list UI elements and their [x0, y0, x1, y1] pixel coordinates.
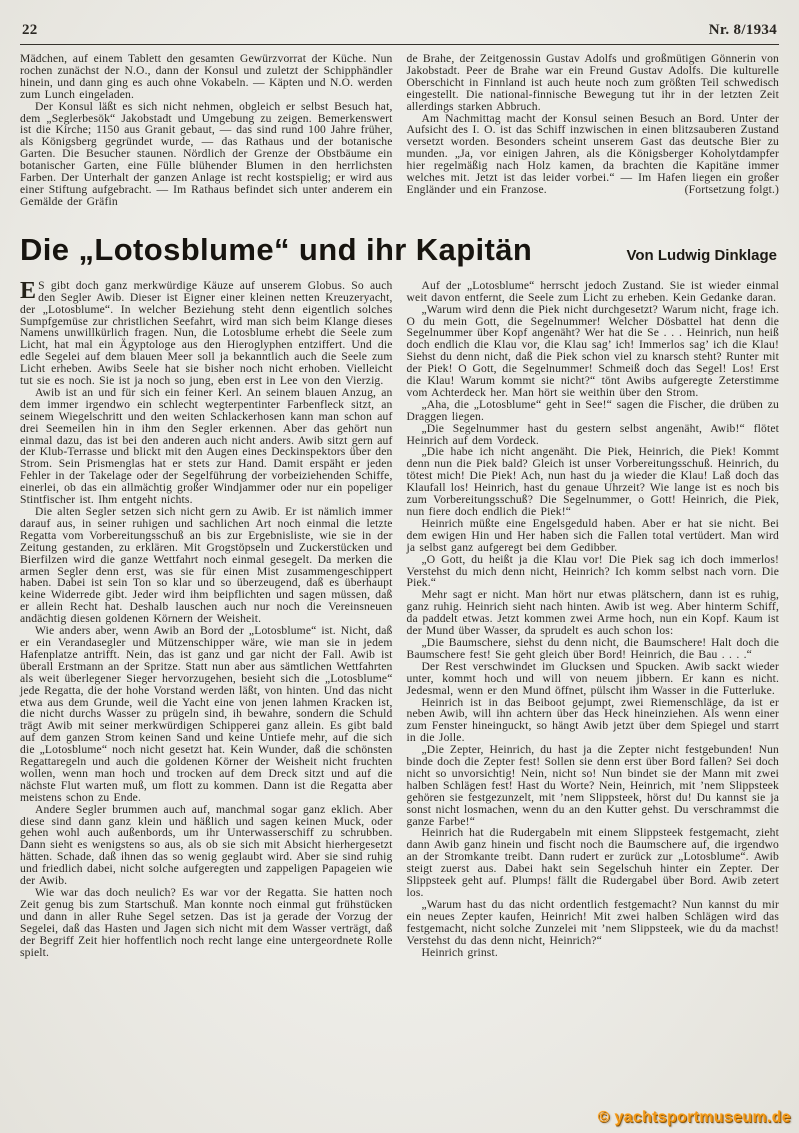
paragraph: Wie anders aber, wenn Awib an Bord der „Lotosblume“ ist. Nicht, daß er ein Verandasegler und Mützenschipper wäre, wie man sie in jedem Hafenplatze antrifft. Nein, das ist ganz und gar nicht der Fall. Awib ist überall Erstmann an der Spritze. Statt nun aber aus sämtlichen Wettfahrten als weit überlegener Sieger hervorzugehen, besieht sich die „Lotosblume“ jede Regatta, die der hohe Vorstand werden läßt, von hinten. Und das nicht etwa aus dem Grunde, weil die Yacht eine von jenen lahmen Kracken ist, die nicht durchs Wasser zu prügeln sind, ih bewahre, sondern die Schuld trägt Awib mit seiner merkwürdigen Schipperei ganz allein. Es gibt bald auf dem ganzen Strom keinen Sand und keine Untiefe mehr, auf die sich die „Lotosblume“ noch nicht gesetzt hat. Kein Wunder, daß die schönsten Regattaregeln und auch die goldenen Körner der Weisheit nicht fruchten wollen, wenn man hoch und trocken auf dem Dreck sitzt und auf die nächste Flut warten muß, um flott zu kommen. Dann ist die Regatta aber meistens schon zu Ende.: [20, 624, 393, 804]
page-header: [20, 16, 779, 39]
watermark: © yachtsportmuseum.de: [597, 1109, 791, 1126]
paragraph: Heinrich grinst.: [421, 945, 498, 959]
intro-left-column: [20, 53, 393, 208]
paragraph: Am Nachmittag macht der Konsul seinen Besuch an Bord. Unter der Aufsicht des I. O. ist das Schiff inzwischen in einen blitzsauberen Zustand versetzt worden. Besonders scheint unserem Gast das deutsche Bier zu munden. „Ja, vor einigen Jahren, als die Königsberger Koholytdampfer hier regelmäßig nach Holz kamen, da brachten die Kapitäne immer welches mit. Jetzt ist das leider vorbei.“ — Im Hafen liegen ein großer Engländer und ein Franzose. (Fortsetzung folgt.): [406, 111, 779, 196]
paragraph: Die alten Segler setzen sich nicht gern zu Awib. Er ist nämlich immer darauf aus, in seiner ruhigen und sachlichen Art noch einmal die letzte Regatta vom Vorbereitungsschuß an bis zur Ergebnisliste, wie sie in der Zeitung gestanden, zu erklären. Mit Grogstöpseln und Zuckerstücken und Bierfilzen wird die ganze Wettfahrt noch einmal gesegelt. Da merken die armen Segler denn erst, was sie für einen Mist zusammengeschippert haben. Dabei ist sein Ton so klar und so überzeugend, daß es überhaupt keine Widerrede gibt. Jeder wird ihm beipflichten und sagen müssen, daß er allein Recht hat. Deshalb lauschen auch nur noch die Vereinsneuen andächtig diesen goldenen Körnern der Weisheit.: [20, 505, 393, 626]
paragraph: „Die Segelnummer hast du gestern selbst angenäht, Awib!“ flötet Heinrich auf dem Vordeck.: [406, 421, 779, 447]
paragraph: Heinrich hat die Rudergabeln mit einem Slippsteek festgemacht, zieht dann Awib ganz hinein und fischt noch die Baumschere auf, die irgendwo an der Stromkante treibt. Dann rudert er zurück zur „Lotosblume“. Awib steigt zuerst aus. Dabei hakt sein Segelschuh hinter ein Zepter. Der Slippsteek geht auf. Plumps! fällt die Rudergabel über Bord. Awib zetert los.: [406, 826, 779, 899]
continuation-note: (Fortsetzung folgt.): [684, 182, 779, 196]
article-header: [20, 232, 779, 268]
paragraph: Auf der „Lotosblume“ herrscht jedoch Zustand. Sie ist wieder einmal weit davon entfernt, die Seele zum Licht zu erheben. Kein Gedanke daran.: [406, 278, 779, 304]
paragraph: E S gibt doch ganz merkwürdige Käuze auf unserem Globus. So auch den Segler Awib. Dieser ist Eigner einer kleinen netten Kreuzeryacht, der „Lotosblume“. In welcher Beziehung steht denn eigentlich solches Sumpfgemüse zur christlichen Seefahrt, wird man sich beim Klange dieses Namens unwillkürlich fragen. Nun, die Lotosblume erhebt die Seele zum Licht, hat mal ein Ägyptologe aus den Hieroglyphen entziffert. Und die edle Segelei auf dem blauen Meer soll ja bekanntlich auch die Seele zum Licht erheben. Awibs Seele hat sie bisher noch nicht erhoben. Vielleicht tut sie es noch. Sie ist ja noch so jung, eben erst in Lee von den Vierzig.: [20, 277, 393, 388]
intro-continuation-section: [20, 53, 779, 208]
paragraph: „Aha, die „Lotosblume“ geht in See!“ sagen die Fischer, die drüben zu Draggen liegen.: [406, 397, 779, 423]
article-title: Die „Lotosblume“ und ihr Kapitän: [20, 231, 533, 267]
issue-number: Nr. 8/1934: [708, 22, 777, 38]
paragraph: „Die habe ich nicht angenäht. Die Piek, Heinrich, die Piek! Kommt denn nun die Piek bald? Gleich ist unser Vorbereitungsschuß. Heinrich, du tötest mich! Die Piek! Ach, nun hast du ja wieder die Klau! Laß doch das Klaufall los! Heinrich, hast du genaue Uhrzeit? Wie lange ist es noch bis zum Vorbereitungsschuß? Die Segelnummer, o Gott! Heinrich, die Piek, nun fiere doch endlich die Piek!“: [406, 445, 779, 518]
header-rule: [20, 44, 779, 45]
paragraph: de Brahe, der Zeitgenossin Gustav Adolfs und großmütigen Gönnerin von Jakobstadt. Peer de Brahe war ein Freund Gustav Adolfs. Die kulturelle Oberschicht in Finnland ist auch heute noch zum größten Teil schwedisch eingestellt. Die national-finnische Bewegung tut ihr in der letzten Zeit allerdings starken Abbruch.: [406, 52, 779, 113]
paragraph: Mehr sagt er nicht. Man hört nur etwas plätschern, dann ist es ruhig, ganz ruhig. Heinrich sieht nach hinten. Awib ist weg. Aber hinterm Schiff, da paddelt etwas. Jetzt kommen zwei Arme hoch, nun ein Kopf. Kaum ist der Mund über Wasser, da sprudelt es auch schon los:: [406, 588, 779, 638]
page-number: 22: [22, 22, 38, 38]
paragraph: „O Gott, du heißt ja die Klau vor! Die Piek sag ich doch immerlos! Verstehst du mich denn nicht, Heinrich? Ich komm selbst nach vorn. Die Piek.“: [406, 552, 779, 590]
paragraph: Awib ist an und für sich ein feiner Kerl. An seinem blauen Anzug, an dem immer irgendwo ein schlecht wegterpentinter Farbenfleck sitzt, an seinem Wiegelschritt und den weiten Schlackerhosen kann man schon auf drei Seemeilen hin in ihm den Segler erkennen. Aber das gehört nun einmal dazu, das ist bei den anderen auch nicht anders. Awib sitzt gern auf der Klub-Terrasse und blickt mit den Augen eines Deckinspektors über den Strom. Sein Prismenglas hat er stets zur Hand. Damit erspäht er jeden Fehler in der Takelage oder der Segelführung der vorbeiziehenden Schiffe, einerlei, ob das ein allmächtig großer Windjammer oder nur ein popeliger Stintfischer ist. Ihm entgeht nichts.: [20, 385, 393, 507]
paragraph: Der Konsul läßt es sich nicht nehmen, obgleich er selbst Besuch hat, dem „Seglerbesök“ Jakobstadt und Umgebung zu zeigen. Bemerkenswert ist die Kirche; 1150 aus Granit gebaut, — das sind rund 100 Jahre früher, als Königsberg gegründet wurde, — das Rathaus und der botanische Garten. Die Besucher staunen. Nördlich der Grenze der Obstbäume ein botanischer Garten, eine Fülle blühender Blumen in den herrlichsten Farben. Der Unterhalt der ganzen Anlage ist recht kostspielig; er wird aus einer Stiftung aufgebracht. — Im Rathaus befindet sich unter anderem ein Gemälde der Gräfin: [20, 99, 393, 208]
paragraph: Der Rest verschwindet im Glucksen und Spucken. Awib sackt wieder unter, kommt hoch und will von neuem jibbern. Er kann es nicht. Jedesmal, wenn er den Mund öffnet, pülscht ihm Wasser in die Futterluke.: [406, 659, 779, 697]
paragraph: „Warum hast du das nicht ordentlich festgemacht? Nun kannst du mir ein neues Zepter kaufen, Heinrich! Mit zwei halben Schlägen wird das festgemacht, nicht solche Zunzelei mit ’nem Slippsteek, wie du da machst! Verstehst du das denn nicht, Heinrich?“: [406, 897, 779, 947]
drop-cap: E: [20, 277, 37, 304]
paragraph: Wie war das doch neulich? Es war vor der Regatta. Sie hatten noch Zeit genug bis zum Startschuß. Man konnte noch einmal gut frühstücken und dann in aller Ruhe Segel setzen. Das ist ja gerade der Vorzug der Segelei, daß das Hasten und Jagen sich nicht mit dem Wasser verträgt, daß der Begriff Zeit hier hoffentlich noch recht lange eine untergeordnete Rolle spielt.: [20, 886, 393, 959]
paragraph: „Die Baumschere, siehst du denn nicht, die Baumschere! Halt doch die Baumschere fest! Sie geht gleich über Bord! Heinrich, die Bau . . . .“: [406, 635, 779, 661]
paragraph: „Die Zepter, Heinrich, du hast ja die Zepter nicht festgebunden! Nun binde doch die Zepter fest! Sollen sie denn erst über Bord fallen? Sei doch nicht so unvorsichtig! Nein, nicht so! Nun bindet sie der Mann mit zwei halben Schlägen fest! Hast du Worte? Nein, Heinrich, mit ’nem Slippsteek gehören sie festgezunzelt, mit ’nem Slippsteek, hörst du! Du kannst sie ja sonst nicht losmachen, wenn du an den Kutter gehst. Du verschrammst die ganze Farbe!“: [406, 743, 779, 828]
article-right-column: [407, 280, 780, 959]
intro-right-column: [407, 53, 780, 208]
article-body: [20, 277, 779, 959]
paragraph: Heinrich müßte eine Engelsgeduld haben. Aber er hat sie nicht. Bei dem ewigen Hin und Her haben sich die Fallen total vertüdert. Man wird ja selbst ganz aufgeregt bei dem Gedibber.: [406, 516, 779, 554]
paragraph: „Warum wird denn die Piek nicht durchgesetzt? Warum nicht, frage ich. O du mein Gott, die Segelnummer! Welcher Dösbattel hat denn die Segelnummer über Kopf angenäht? Wer hat die Se . . . Heinrich, nun heiß doch endlich die Klau vor, die Klau sag’ ich! Immerlos sag’ ich die Klau! Siehst du denn nicht, daß die Piek schon viel zu knarsch steht? Runter mit der Piek! O Gott, die Segelnummer! Schmeiß doch das Segel! Los! Erst die Klau! Warum kommt sie nicht?“ tönt Awibs aufgeregte Zeterstimme vom Achterdeck her. Man hört sie weithin über den Strom.: [406, 302, 779, 399]
article-byline: Von Ludwig Dinklage: [626, 246, 777, 264]
paragraph: Andere Segler brummen auch auf, manchmal sogar ganz eklich. Aber diese sind dann ganz klein und häßlich und sagen keinen Muck, oder gehen wohl auch außenbords, um ihr Unterwasserschiff zu schrubben. Dann sieht es wenigstens so aus, als ob sie sich mit Absicht hierhergesetzt hätten. Schade, daß ihnen das so wenig geglaubt wird. Aber sie sind ruhig und friedlich dabei, nicht solche aufgeregten und zappeligen Papageien wie der Awib.: [20, 802, 393, 888]
article-left-column: [20, 277, 393, 959]
paragraph: Mädchen, auf einem Tablett den gesamten Gewürzvorrat der Küche. Nun rochen zunächst der N.O., dann der Konsul und zuletzt der Schipphändler hinein, und dann ging es auch ohne Vokabeln. — Käpten und N.O. werden zum Lunch eingeladen.: [20, 52, 393, 101]
paragraph: Heinrich ist in das Beiboot gejumpt, zwei Riemenschläge, da ist er neben Awib, will ihn achtern über das Heck hineinziehen. Als wenn einer zum Fenster hineinguckt, so hängt Awib jetzt über dem Spiegel und starrt in die Jolle.: [406, 695, 779, 745]
